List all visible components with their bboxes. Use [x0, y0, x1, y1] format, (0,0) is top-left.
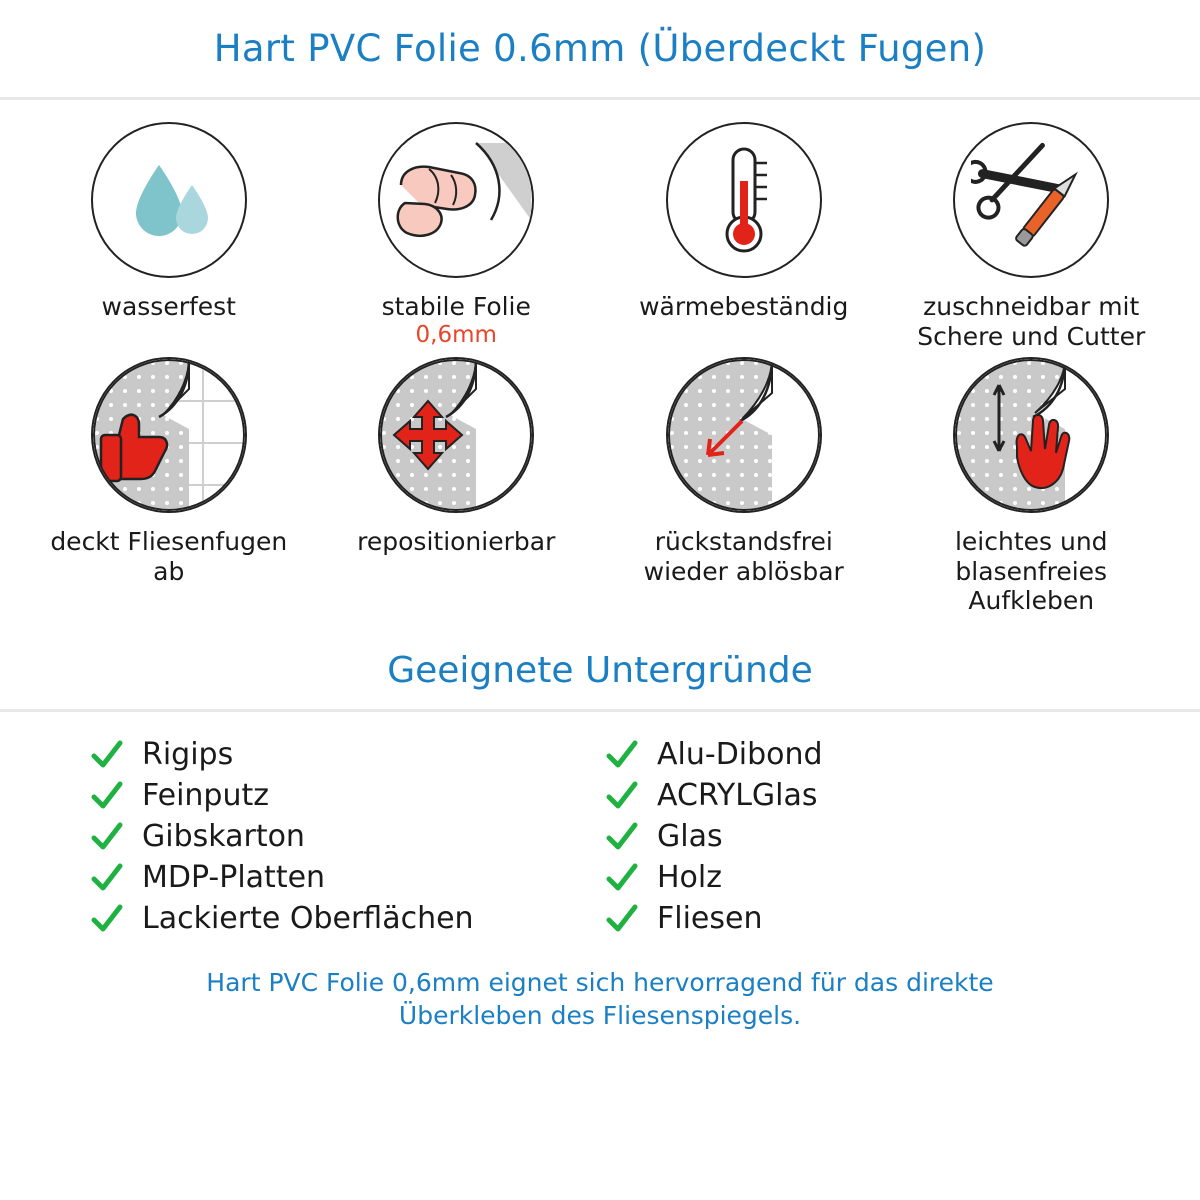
feature-zuschneidbar	[891, 122, 1173, 351]
feature-label: wärmebeständig	[639, 292, 849, 321]
footer-line-1: Hart PVC Folie 0,6mm eignet sich hervorragend für das direkte	[206, 967, 994, 997]
list-item	[605, 861, 1110, 895]
list-item	[605, 779, 1110, 813]
footer-note	[0, 966, 1200, 1034]
feature-grid	[0, 100, 1200, 616]
feature-label: deckt Fliesenfugen ab	[50, 527, 288, 586]
list-item	[90, 820, 595, 854]
list-item	[90, 779, 595, 813]
list-item	[90, 738, 595, 772]
peel-arrow-icon	[668, 359, 820, 511]
badge-circle	[666, 357, 822, 513]
badge-circle	[953, 357, 1109, 513]
badge-circle	[91, 122, 247, 278]
substrate-lists	[0, 738, 1200, 936]
move-arrows-icon	[380, 359, 532, 511]
check-icon	[90, 820, 124, 854]
flexing-arm-icon	[381, 125, 531, 275]
feature-aufkleben	[891, 357, 1173, 616]
feature-label: repositionierbar	[357, 527, 556, 556]
substrate-column-left	[90, 738, 595, 936]
check-icon	[605, 738, 639, 772]
footer-line-2: Überkleben des Fliesenspiegels.	[398, 1001, 802, 1031]
list-item	[90, 902, 595, 936]
check-icon	[605, 779, 639, 813]
page-title: Hart PVC Folie 0.6mm (Überdeckt Fugen)	[213, 27, 987, 70]
feature-deckt-fliesenfugen	[28, 357, 310, 616]
list-item	[605, 738, 1110, 772]
check-icon	[605, 902, 639, 936]
list-item	[605, 820, 1110, 854]
feature-wasserfest	[28, 122, 310, 351]
feature-label: leichtes und blasenfreies Aufkleben	[954, 527, 1108, 615]
badge-circle	[378, 357, 534, 513]
water-drops-icon	[114, 145, 224, 255]
list-item-label: Alu-Dibond	[657, 737, 823, 772]
list-item-label: ACRYLGlas	[657, 778, 818, 813]
list-item-label: MDP-Platten	[142, 860, 326, 895]
feature-label: rückstandsfrei wieder ablösbar	[643, 527, 844, 586]
header	[0, 0, 1200, 100]
list-item-label: Rigips	[142, 737, 234, 772]
substrate-column-right	[605, 738, 1110, 936]
check-icon	[90, 738, 124, 772]
feature-sublabel: 0,6mm	[415, 321, 497, 348]
check-icon	[90, 902, 124, 936]
thermometer-icon	[689, 141, 799, 259]
list-item	[605, 902, 1110, 936]
feature-label: stabile Folie	[381, 292, 531, 321]
list-item-label: Lackierte Oberflächen	[142, 901, 474, 936]
list-item-label: Glas	[657, 819, 723, 854]
list-item-label: Feinputz	[142, 778, 269, 813]
badge-circle	[378, 122, 534, 278]
check-icon	[605, 861, 639, 895]
feature-stabile-folie	[316, 122, 598, 351]
check-icon	[90, 861, 124, 895]
badge-circle	[91, 357, 247, 513]
badge-circle	[666, 122, 822, 278]
subheader	[0, 650, 1200, 712]
list-item	[90, 861, 595, 895]
scissors-cutter-icon	[971, 140, 1091, 260]
feature-rueckstandsfrei	[603, 357, 885, 616]
list-item-label: Holz	[657, 860, 722, 895]
feature-waermebestaendig	[603, 122, 885, 351]
feature-label: zuschneidbar mit Schere und Cutter	[917, 292, 1146, 351]
subheader-title: Geeignete Untergründe	[387, 649, 813, 691]
feature-label: wasserfest	[101, 292, 236, 321]
list-item-label: Gibskarton	[142, 819, 305, 854]
feature-repositionierbar	[316, 357, 598, 616]
hand-smoothing-icon	[955, 359, 1107, 511]
thumbs-up-tiles-icon	[93, 359, 245, 511]
badge-circle	[953, 122, 1109, 278]
list-item-label: Fliesen	[657, 901, 763, 936]
check-icon	[90, 779, 124, 813]
check-icon	[605, 820, 639, 854]
